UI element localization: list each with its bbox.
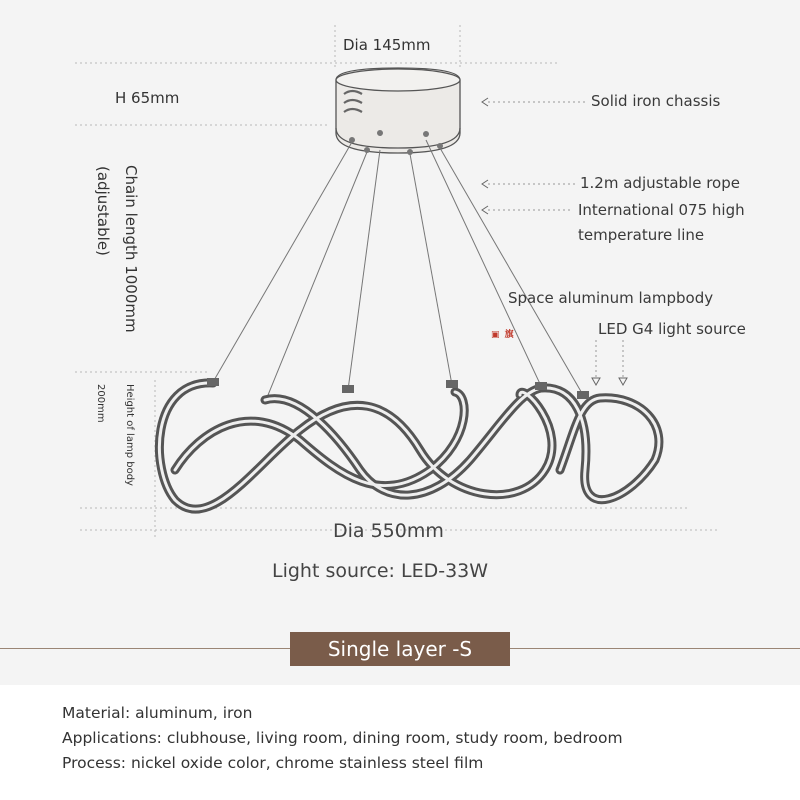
callout-line-2: temperature line <box>578 226 705 244</box>
variant-band: Single layer -S <box>290 632 510 666</box>
spec-applications: Applications: clubhouse, living room, dining room, study room, bedroom <box>62 729 623 747</box>
spec-material: Material: aluminum, iron <box>62 704 253 722</box>
lamp-ring <box>159 378 659 509</box>
spec-process: Process: nickel oxide color, chrome stainless steel film <box>62 754 484 772</box>
callout-line-1: International 075 high <box>578 201 745 219</box>
chassis <box>336 68 460 155</box>
light-source-label: Light source: LED-33W <box>272 560 489 582</box>
chassis-diameter-label: Dia 145mm <box>343 36 431 54</box>
chassis-height-label: H 65mm <box>115 89 180 107</box>
ropes <box>213 140 583 400</box>
callout-light: LED G4 light source <box>598 320 746 338</box>
chain-length-label: Chain length 1000mm <box>122 165 140 333</box>
chain-adjustable-note: (adjustable) <box>94 166 112 256</box>
brand-stamp-icon: ▣ 旗 <box>491 330 515 340</box>
callout-chassis: Solid iron chassis <box>591 92 721 110</box>
callout-lampbody: Space aluminum lampbody <box>508 289 714 307</box>
body-height-label: Height of lamp body <box>124 384 135 486</box>
body-height-value: 200mm <box>95 384 106 423</box>
callout-rope: 1.2m adjustable rope <box>580 174 740 192</box>
lamp-diameter-label: Dia 550mm <box>333 520 444 542</box>
